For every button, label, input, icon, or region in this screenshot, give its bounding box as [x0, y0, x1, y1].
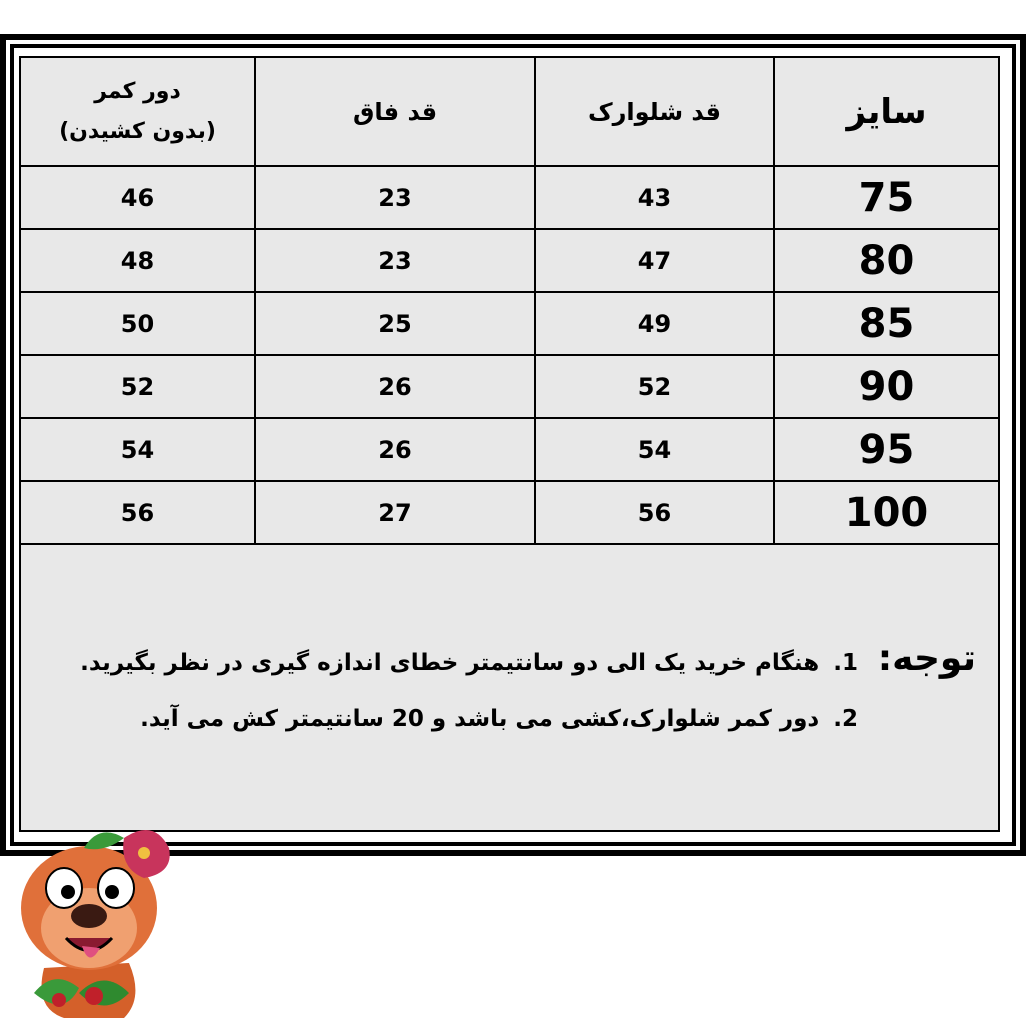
waist-cell: 52 [21, 355, 255, 418]
waist-header [21, 58, 255, 166]
length-cell: 52 [535, 355, 774, 418]
cartoon-meerkat-icon [4, 818, 174, 1023]
table-row [21, 166, 998, 229]
size-cell: 100 [774, 481, 998, 544]
size-cell: 80 [774, 229, 998, 292]
length-header: قد شلوارک [535, 58, 774, 166]
note-number: 1. [833, 650, 858, 676]
size-table [21, 58, 998, 545]
waist-header-line1: دور کمر [94, 78, 181, 104]
waist-cell: 54 [21, 418, 255, 481]
note-item [80, 650, 858, 676]
rise-cell: 26 [255, 418, 535, 481]
waist-cell: 50 [21, 292, 255, 355]
note-label: توجه: [877, 638, 976, 679]
table-row [21, 355, 998, 418]
length-cell: 47 [535, 229, 774, 292]
size-cell: 95 [774, 418, 998, 481]
size-cell: 90 [774, 355, 998, 418]
size-cell: 75 [774, 166, 998, 229]
note-text: دور کمر شلوارک،کشی می باشد و 20 سانتیمتر کش می آید. [140, 706, 820, 732]
length-cell: 49 [535, 292, 774, 355]
rise-cell: 27 [255, 481, 535, 544]
note-number: 2. [833, 706, 858, 732]
table-row [21, 418, 998, 481]
table-row [21, 292, 998, 355]
waist-header-line2: (بدون کشیدن) [59, 118, 216, 144]
rise-cell: 26 [255, 355, 535, 418]
table-row [21, 229, 998, 292]
note-item [140, 706, 858, 732]
rise-cell: 23 [255, 166, 535, 229]
size-chart-panel [19, 56, 1000, 832]
length-cell: 54 [535, 418, 774, 481]
length-cell: 56 [535, 481, 774, 544]
table-row [21, 481, 998, 544]
table-header-row [21, 58, 998, 166]
size-header: سایز [774, 58, 998, 166]
rise-header: قد فاق [255, 58, 535, 166]
rise-cell: 23 [255, 229, 535, 292]
waist-cell: 46 [21, 166, 255, 229]
size-cell: 85 [774, 292, 998, 355]
waist-cell: 48 [21, 229, 255, 292]
waist-cell: 56 [21, 481, 255, 544]
length-cell: 43 [535, 166, 774, 229]
rise-cell: 25 [255, 292, 535, 355]
note-text: هنگام خرید یک الی دو سانتیمتر خطای اندازه گیری در نظر بگیرید. [80, 650, 820, 676]
